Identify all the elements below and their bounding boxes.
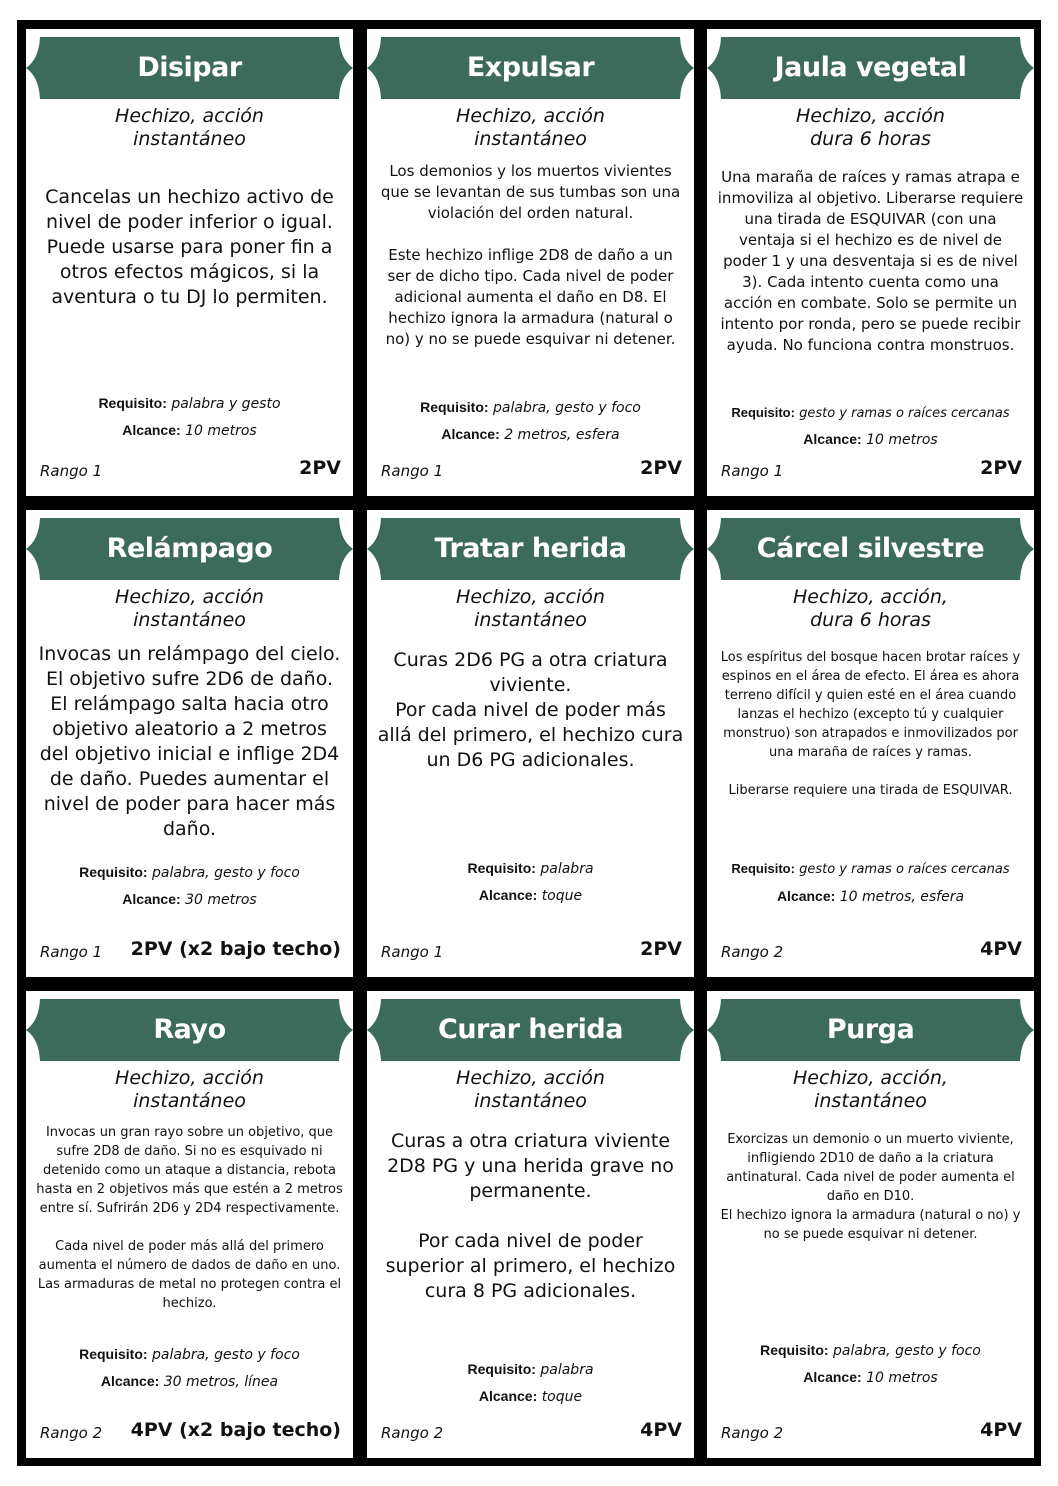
requirement-value: palabra	[540, 1362, 594, 1378]
requirement-value: gesto y ramas o raíces cercanas	[799, 862, 1010, 877]
spell-rank: Rango 2	[381, 1424, 444, 1442]
range-label: Alcance:	[122, 422, 181, 438]
spell-type: Hechizo, acción instantáneo	[115, 586, 264, 631]
range-label: Alcance:	[803, 431, 862, 447]
spell-cost: 2PV	[299, 457, 341, 479]
range-line	[367, 1388, 694, 1405]
spell-rank: Rango 2	[721, 943, 784, 961]
spell-title: Rayo	[153, 1014, 226, 1045]
requirement-label: Requisito:	[731, 405, 795, 420]
spell-type: Hechizo, acción, instantáneo	[793, 1067, 948, 1112]
range-label: Alcance:	[100, 1373, 160, 1389]
title-banner	[26, 37, 353, 99]
requirement-label: Requisito:	[731, 861, 795, 876]
spell-type: Hechizo, acción instantáneo	[456, 586, 605, 631]
range-value: 30 metros	[185, 892, 257, 908]
requirement-value: palabra	[540, 861, 594, 877]
range-value: 10 metros, esfera	[839, 889, 965, 905]
range-value: 30 metros, línea	[163, 1374, 279, 1390]
range-line	[367, 426, 694, 443]
spell-description: Curas 2D6 PG a otra criatura viviente. Por cada nivel de poder más allá del primero, el hechizo cura un D6 PG adicionales.	[377, 649, 684, 771]
title-banner	[26, 999, 353, 1061]
spell-card-expulsar	[367, 29, 694, 496]
range-line	[707, 1369, 1034, 1386]
spell-rank: Rango 1	[40, 462, 103, 480]
requirement-label: Requisito:	[79, 864, 148, 880]
spell-card-relampago	[26, 510, 353, 977]
requirement-label: Requisito:	[79, 1346, 148, 1362]
title-banner	[367, 999, 694, 1061]
spell-rank: Rango 2	[721, 1424, 784, 1442]
title-banner	[367, 37, 694, 99]
range-value: 10 metros	[866, 1370, 938, 1386]
spell-title: Relámpago	[106, 533, 273, 564]
spell-cost: 2PV (x2 bajo techo)	[130, 938, 341, 960]
spell-title: Jaula vegetal	[774, 52, 967, 83]
range-label: Alcance:	[122, 891, 181, 907]
spell-rank: Rango 1	[381, 462, 444, 480]
spell-cost: 2PV	[640, 457, 682, 479]
range-label: Alcance:	[441, 426, 500, 442]
spell-card-rayo	[26, 991, 353, 1458]
range-value: 10 metros	[185, 423, 257, 439]
range-value: toque	[541, 888, 583, 904]
requirement-line	[707, 1342, 1034, 1359]
spell-title: Curar herida	[438, 1014, 623, 1045]
spell-title: Disipar	[137, 52, 242, 83]
title-banner	[707, 518, 1034, 580]
spell-title: Tratar herida	[434, 533, 627, 564]
range-line	[26, 422, 353, 439]
requirement-line	[707, 405, 1034, 421]
spell-card-curar-herida	[367, 991, 694, 1458]
range-line	[26, 1373, 353, 1390]
requirement-line	[26, 395, 353, 412]
range-label: Alcance:	[803, 1369, 862, 1385]
spell-type: Hechizo, acción instantáneo	[115, 105, 264, 150]
spell-card-jaula-vegetal	[707, 29, 1034, 496]
spell-card-disipar	[26, 29, 353, 496]
spell-description: Los espíritus del bosque hacen brotar raíces y espinos en el área de efecto. El área es ahora terreno difícil y quien esté en el área cuando lanzas el hechizo (excepto tú y cualquier monstruo) son atrapados e inmovilizados por una maraña de raíces y ramas. Liberarse requiere una tirada de ESQUIVAR.	[720, 650, 1021, 798]
requirement-label: Requisito:	[420, 399, 489, 415]
spell-title: Expulsar	[466, 52, 595, 83]
card-sheet	[17, 20, 1041, 1466]
range-value: toque	[541, 1389, 583, 1405]
range-line	[707, 431, 1034, 448]
requirement-value: palabra, gesto y foco	[152, 1347, 300, 1363]
requirement-value: palabra y gesto	[171, 396, 281, 412]
spell-description: Una maraña de raíces y ramas atrapa e inmoviliza al objetivo. Liberarse requiere una tirada de ESQUIVAR (con una ventaja si el hechizo es de nivel de poder 1 y una desventaja si es de nivel 3). Cada intento cuenta como una acción en combate. Solo se permite un intento por ronda, pero se puede recibir ayuda. No funciona contra monstruos.	[717, 168, 1024, 354]
spell-card-tratar-herida	[367, 510, 694, 977]
range-line	[367, 887, 694, 904]
requirement-line	[707, 861, 1034, 877]
spell-rank: Rango 1	[721, 462, 784, 480]
title-banner	[26, 518, 353, 580]
spell-description: Los demonios y los muertos vivientes que se levantan de sus tumbas son una violación del orden natural. Este hechizo inflige 2D8 de daño a un ser de dicho tipo. Cada nivel de poder adicional aumenta el daño en D8. El hechizo ignora la armadura (natural o no) y no se puede esquivar ni detener.	[380, 162, 681, 348]
requirement-label: Requisito:	[467, 860, 536, 876]
spell-description: Curas a otra criatura viviente 2D8 PG y una herida grave no permanente. Por cada nivel de poder superior al primero, el hechizo cura 8 PG adicionales.	[385, 1130, 676, 1302]
range-label: Alcance:	[478, 1388, 538, 1404]
requirement-line	[26, 864, 353, 881]
spell-card-carcel-silvestre	[707, 510, 1034, 977]
spell-title: Purga	[826, 1014, 915, 1045]
spell-cost: 4PV (x2 bajo techo)	[130, 1419, 341, 1441]
requirement-label: Requisito:	[467, 1361, 536, 1377]
requirement-line	[26, 1346, 353, 1363]
spell-type: Hechizo, acción, dura 6 horas	[793, 586, 948, 631]
range-line	[26, 891, 353, 908]
spell-type: Hechizo, acción instantáneo	[456, 105, 605, 150]
requirement-label: Requisito:	[98, 395, 167, 411]
spell-rank: Rango 1	[381, 943, 444, 961]
spell-description: Cancelas un hechizo activo de nivel de poder inferior o igual. Puede usarse para poner fin a otros efectos mágicos, si la aventura o tu DJ lo permiten.	[45, 186, 334, 308]
spell-type: Hechizo, acción instantáneo	[456, 1067, 605, 1112]
spell-rank: Rango 1	[40, 943, 103, 961]
requirement-label: Requisito:	[760, 1342, 829, 1358]
title-banner	[707, 999, 1034, 1061]
range-line	[707, 888, 1034, 905]
spell-type: Hechizo, acción instantáneo	[115, 1067, 264, 1112]
spell-description: Invocas un relámpago del cielo. El objetivo sufre 2D6 de daño. El relámpago salta hacia otro objetivo aleatorio a 2 metros del objetivo inicial e inflige 2D4 de daño. Puedes aumentar el nivel de poder para hacer más daño.	[38, 643, 341, 840]
range-label: Alcance:	[478, 887, 538, 903]
title-banner	[367, 518, 694, 580]
requirement-line	[367, 1361, 694, 1378]
spell-rank: Rango 2	[40, 1424, 103, 1442]
requirement-line	[367, 399, 694, 416]
spell-description: Exorcizas un demonio o un muerto viviente, infligiendo 2D10 de daño a la criatura antinatural. Cada nivel de poder aumenta el daño en D10. El hechizo ignora la armadura (natural o no) y no se puede esquivar ni detener.	[720, 1132, 1021, 1242]
requirement-line	[367, 860, 694, 877]
requirement-value: gesto y ramas o raíces cercanas	[799, 406, 1010, 421]
spell-description: Invocas un gran rayo sobre un objetivo, que sufre 2D8 de daño. Si no es esquivado ni detenido como un ataque a distancia, rebota hasta en 2 objetivos más que estén a 2 metros entre sí. Sufrirán 2D6 y 2D4 respectivamente. Cada nivel de poder más allá del primero aumenta el número de dados de daño en uno. Las armaduras de metal no protegen contra el hechizo.	[36, 1125, 343, 1311]
spell-cost: 2PV	[980, 457, 1022, 479]
range-label: Alcance:	[776, 888, 836, 904]
spell-cost: 4PV	[980, 1419, 1022, 1441]
spell-cost: 4PV	[640, 1419, 682, 1441]
requirement-value: palabra, gesto y foco	[152, 865, 300, 881]
spell-cost: 2PV	[640, 938, 682, 960]
spell-card-purga	[707, 991, 1034, 1458]
spell-cost: 4PV	[980, 938, 1022, 960]
range-value: 2 metros, esfera	[504, 427, 620, 443]
spell-type: Hechizo, acción dura 6 horas	[796, 105, 945, 150]
range-value: 10 metros	[866, 432, 938, 448]
spell-title: Cárcel silvestre	[756, 533, 985, 564]
requirement-value: palabra, gesto y foco	[833, 1343, 981, 1359]
requirement-value: palabra, gesto y foco	[493, 400, 641, 416]
title-banner	[707, 37, 1034, 99]
